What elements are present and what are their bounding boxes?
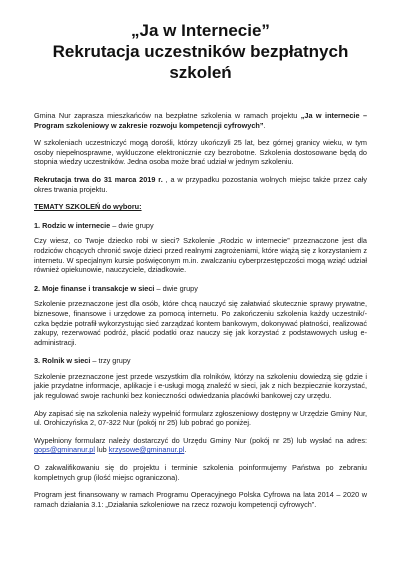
intro-lead: Gmina Nur zaprasza mieszkańców na bezpłatne szkolenia w ramach projektu bbox=[34, 111, 301, 120]
section-2-body: Szkolenie przeznaczone jest dla osób, które chcą nauczyć się załatwiać skutecznie sprawy prywatne, biznesowe, finansowe i urzędowe za pomocą internetu. Po zakończeniu szkolenia każdy uczestnik/-czka będzie potrafił wykorzystując sieć zarządzać kontem bankowym, dokonywać płatności, realizować zakupy, rezerwować podróż, płacić podatki oraz nauczy się jak korzystać z podstawowych usług e-administracji. bbox=[34, 299, 367, 347]
document-title bbox=[34, 0, 367, 83]
eligibility-paragraph: W szkoleniach uczestniczyć mogą dorośli, którzy ukończyli 25 lat, bez górnej granicy wieku, w tym osoby niepełnosprawne, wykluczone elektronicznie czy bezrobotne. Szkolenia dostosowane będą do stopnia wiedzy uczestników. Jedna osoba może brać udział w jednym szkoleniu. bbox=[34, 138, 367, 167]
submission-mid: lub bbox=[94, 445, 109, 455]
intro-paragraph bbox=[34, 111, 367, 130]
submission-lead: Wypełniony formularz należy dostarczyć do Urzędu Gminy Nur (pokój nr 25) lub wysłać na adres: bbox=[34, 435, 367, 445]
topics-heading bbox=[34, 202, 367, 212]
info-paragraph: O zakwalifikowaniu się do projektu i terminie szkolenia poinformujemy Państwa po zebraniu kompletnych grup (ilość miejsc ograniczona). bbox=[34, 463, 367, 482]
submission-tail: . bbox=[184, 445, 187, 455]
title-line-2: Rekrutacja uczestników bezpłatnych szkoleń bbox=[52, 42, 349, 82]
signup-paragraph: Aby zapisać się na szkolenia należy wypełnić formularz zgłoszeniowy dostępny w Urzędzie Gminy Nur, ul. Orohiczyńska 2, 07-322 Nur (pokój nr 25) lub pobrać go poniżej. bbox=[34, 408, 367, 428]
section-2-groups: – dwie grupy bbox=[154, 283, 198, 293]
section-3-heading bbox=[34, 356, 367, 366]
email-link-gops[interactable]: gops@gminanur.pl bbox=[34, 445, 95, 455]
section-3-title: 3. Rolnik w sieci bbox=[34, 356, 91, 366]
project-name: „Ja w internecie – Program szkoleniowy w zakresie rozwoju kompetencji cyfrowych” bbox=[34, 111, 368, 130]
section-1-heading bbox=[34, 221, 367, 231]
intro-tail: . bbox=[263, 120, 266, 130]
funding-paragraph: Program jest finansowany w ramach Programu Operacyjnego Polska Cyfrowa na lata 2014 – 2020 w ramach działania 3.1: „Działania szkoleniowe na rzecz rozwoju kompetencji cyfrowych”. bbox=[34, 490, 367, 509]
section-1-body: Czy wiesz, co Twoje dziecko robi w sieci? Szkolenie „Rodzic w internecie” przeznaczone jest dla rodziców chcących chronić swoje dzieci przed realnymi zagrożeniami, które wiążą się z korzystaniem z internetu. W specjalnym kursie poświęconym m.in. zwalczaniu cyberprzestępczości mogą wziąć udział również opiekunowie, nauczyciele, dziadkowie. bbox=[34, 236, 367, 275]
section-2-title: 2. Moje finanse i transakcje w sieci bbox=[34, 283, 155, 293]
title-line-1: „Ja w Internecie” bbox=[131, 21, 270, 40]
email-link-krzysowe[interactable]: krzysowe@gminanur.pl bbox=[108, 445, 185, 455]
section-1-groups: – dwie grupy bbox=[110, 220, 154, 230]
recruitment-rest: , a w przypadku pozostania wolnych miejsc także przez cały okres trwania projektu. bbox=[34, 174, 367, 194]
section-2-heading bbox=[34, 284, 367, 294]
topics-heading-text: TEMATY SZKOLEŃ do wyboru: bbox=[34, 202, 142, 212]
section-1-title: 1. Rodzic w internecie bbox=[34, 220, 111, 230]
submission-paragraph bbox=[34, 436, 367, 455]
section-3-body: Szkolenie przeznaczone jest przede wszystkim dla rolników, którzy na szkoleniu dowiedzą się gdzie i jakie przydatne informacje, aplikacje i e-usługi mogą znaleźć w sieci, jak z nich bezpiecznie korzystać, jak regulować swoje rachunki bez konieczności odwiedzania placówki bankowej czy urzędu. bbox=[34, 371, 367, 401]
recruitment-paragraph bbox=[34, 175, 367, 194]
section-3-groups: – trzy grupy bbox=[90, 356, 131, 366]
recruitment-deadline: Rekrutacja trwa do 31 marca 2019 r. bbox=[34, 174, 163, 184]
